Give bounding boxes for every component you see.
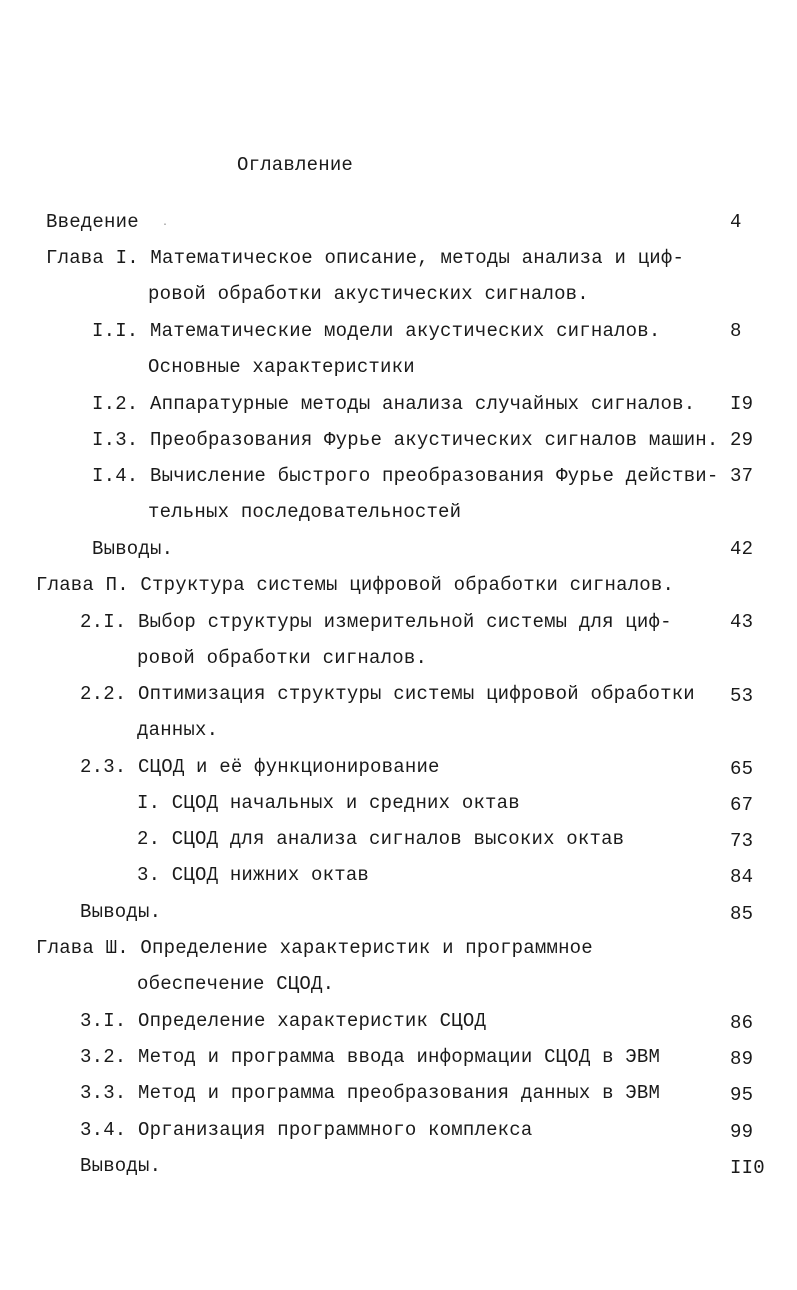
toc-entry-1-1: I.I. Математические модели акустических сигналов.: [92, 320, 661, 342]
toc-page-number: 43: [730, 611, 754, 633]
toc-entry-intro: Введение: [46, 211, 139, 233]
toc-page-number: 42: [730, 538, 754, 560]
toc-entry-3-2: 3.2. Метод и программа ввода информации СЦОД в ЭВМ: [80, 1046, 661, 1068]
toc-entry-1-3: I.3. Преобразования Фурье акустических сигналов машин.: [92, 429, 719, 451]
chapter-heading-3-cont: обеспечение СЦОД.: [137, 973, 335, 995]
chapter-heading-3: Глава Ш. Определение характеристик и программное: [36, 937, 593, 959]
toc-page-number: 53: [730, 685, 754, 707]
toc-entry-conclusions-3: Выводы.: [80, 1155, 162, 1177]
toc-page-number: 84: [730, 866, 754, 888]
chapter-heading-1: Глава I. Математическое описание, методы анализа и циф-: [46, 247, 685, 269]
toc-page-number: 95: [730, 1084, 754, 1106]
toc-page-number: 89: [730, 1048, 754, 1070]
toc-entry-conclusions-1: Выводы.: [92, 538, 174, 560]
toc-entry-1-2: I.2. Аппаратурные методы анализа случайных сигналов.: [92, 393, 696, 415]
toc-entry-3-4: 3.4. Организация программного комплекса: [80, 1119, 533, 1141]
toc-title: Оглавление: [237, 154, 354, 176]
toc-page-number: 85: [730, 903, 754, 925]
toc-entry-conclusions-2: Выводы.: [80, 901, 162, 923]
toc-entry-2-2: 2.2. Оптимизация структуры системы цифровой обработки: [80, 683, 695, 705]
toc-entry-2-3-3: 3. СЦОД нижних октав: [137, 864, 370, 886]
toc-page-number: 29: [730, 429, 754, 451]
toc-page-number: 65: [730, 758, 754, 780]
toc-entry-1-1-cont: Основные характеристики: [148, 356, 415, 378]
toc-page-number: 86: [730, 1012, 754, 1034]
scan-speck: ·: [162, 220, 169, 231]
toc-page-number: 4: [730, 211, 742, 233]
toc-page-number: 99: [730, 1121, 754, 1143]
chapter-heading-2: Глава П. Структура системы цифровой обработки сигналов.: [36, 574, 675, 596]
toc-entry-3-3: 3.3. Метод и программа преобразования данных в ЭВМ: [80, 1082, 661, 1104]
toc-entry-3-1: 3.I. Определение характеристик СЦОД: [80, 1010, 487, 1032]
toc-page-number: 67: [730, 794, 754, 816]
toc-page-number: I9: [730, 393, 754, 415]
toc-entry-2-1: 2.I. Выбор структуры измерительной системы для циф-: [80, 611, 672, 633]
toc-entry-2-3-1: I. СЦОД начальных и средних октав: [137, 792, 520, 814]
toc-entry-2-2-cont: данных.: [137, 719, 219, 741]
toc-page-number: 73: [730, 830, 754, 852]
toc-page-number: II0: [730, 1157, 765, 1179]
toc-entry-2-1-cont: ровой обработки сигналов.: [137, 647, 428, 669]
toc-entry-2-3-2: 2. СЦОД для анализа сигналов высоких октав: [137, 828, 625, 850]
toc-page-number: 8: [730, 320, 742, 342]
chapter-heading-1-cont: ровой обработки акустических сигналов.: [148, 283, 589, 305]
toc-page-number: 37: [730, 465, 754, 487]
toc-entry-2-3: 2.3. СЦОД и её функционирование: [80, 756, 440, 778]
toc-entry-1-4: I.4. Вычисление быстрого преобразования Фурье действи-: [92, 465, 719, 487]
toc-entry-1-4-cont: тельных последовательностей: [148, 501, 462, 523]
